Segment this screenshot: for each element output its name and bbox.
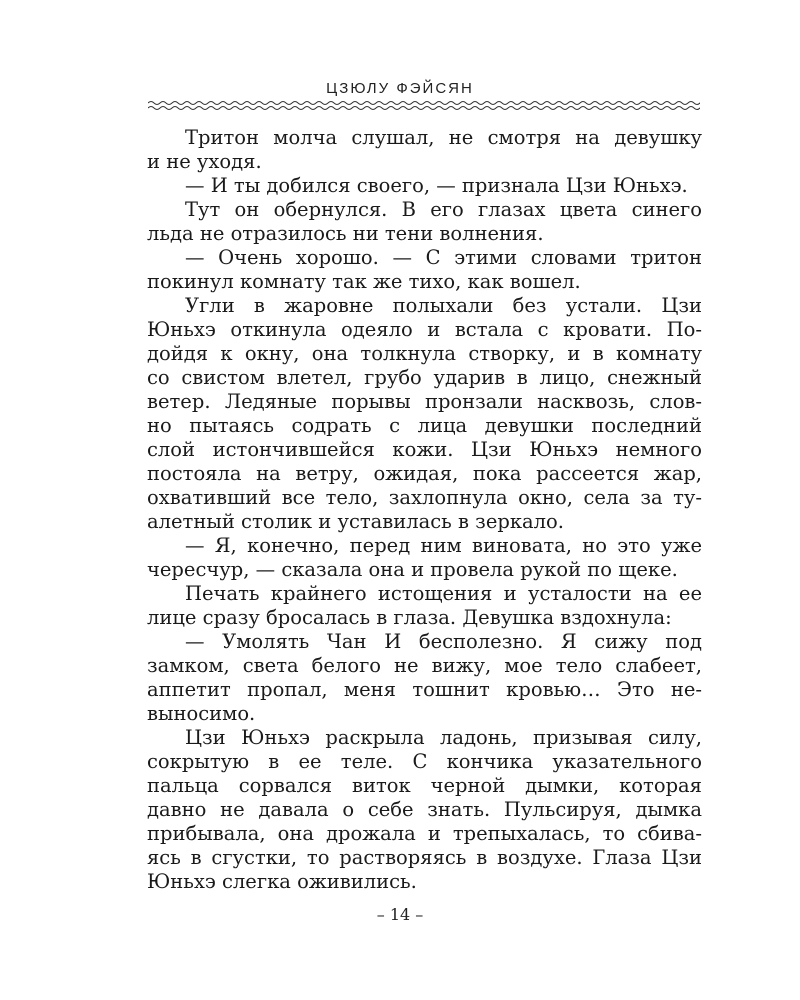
body-text (147, 126, 702, 894)
text-line: сокрытую в ее теле. С кончика указательного (147, 750, 702, 773)
text-line: слой истончившейся кожи. Цзи Юньхэ немного (147, 438, 702, 461)
text-line: льда не отразилось ни тени волнения. (147, 222, 544, 245)
text-line: и не уходя. (147, 150, 262, 173)
text-line: — Я, конечно, перед ним виновата, но это уже (185, 534, 702, 557)
text-line: чересчур, — сказала она и провела рукой по щеке. (147, 558, 678, 581)
text-line: ветер. Ледяные порывы пронзали насквозь, слов- (147, 390, 702, 413)
page-number: – 14 – (376, 905, 424, 924)
text-line: — Очень хорошо. — С этими словами тритон (185, 246, 702, 269)
text-line: алетный столик и уставилась в зеркало. (147, 510, 564, 533)
text-line: Юньхэ слегка оживились. (147, 870, 417, 893)
text-line: Тут он обернулся. В его глазах цвета синего (185, 198, 702, 221)
text-line: прибывала, она дрожала и трепыхалась, то сбива- (147, 822, 702, 845)
text-line: Угли в жаровне полыхали без устали. Цзи (185, 294, 702, 317)
text-line: — Умолять Чан И бесполезно. Я сижу под (185, 630, 702, 653)
text-line: ясь в сгустки, то растворяясь в воздухе. Глаза Цзи (147, 846, 702, 869)
text-line: дойдя к окну, она толкнула створку, и в комнату (147, 342, 702, 365)
text-line: но пытаясь содрать с лица девушки последний (147, 414, 702, 437)
text-line: со свистом влетел, грубо ударив в лицо, снежный (147, 366, 702, 389)
text-line: Тритон молча слушал, не смотря на девушку (185, 126, 702, 149)
text-line: — И ты добился своего, — признала Цзи Юньхэ. (185, 174, 688, 197)
text-line: давно не давала о себе знать. Пульсируя, дымка (147, 798, 702, 821)
text-line: охвативший все тело, захлопнула окно, села за ту- (147, 486, 702, 509)
text-line: замком, света белого не вижу, мое тело слабеет, (147, 654, 702, 677)
running-head-title: ЦЗЮЛУ ФЭЙСЯН (326, 80, 474, 97)
text-line: Печать крайнего истощения и усталости на ее (185, 582, 702, 605)
text-line: Юньхэ откинула одеяло и встала с кровати. По- (147, 318, 702, 341)
text-line: Цзи Юньхэ раскрыла ладонь, призывая силу, (185, 726, 702, 749)
wavy-rule-ornament (148, 100, 700, 112)
text-line: пальца сорвался виток черной дымки, которая (147, 774, 702, 797)
text-line: покинул комнату так же тихо, как вошел. (147, 270, 581, 293)
text-line: выносимо. (147, 702, 256, 725)
text-line: аппетит пропал, меня тошнит кровью… Это не- (147, 678, 702, 701)
text-line: лице сразу бросалась в глаза. Девушка вздохнула: (147, 606, 672, 629)
text-line: постояла на ветру, ожидая, пока рассеется жар, (147, 462, 702, 485)
